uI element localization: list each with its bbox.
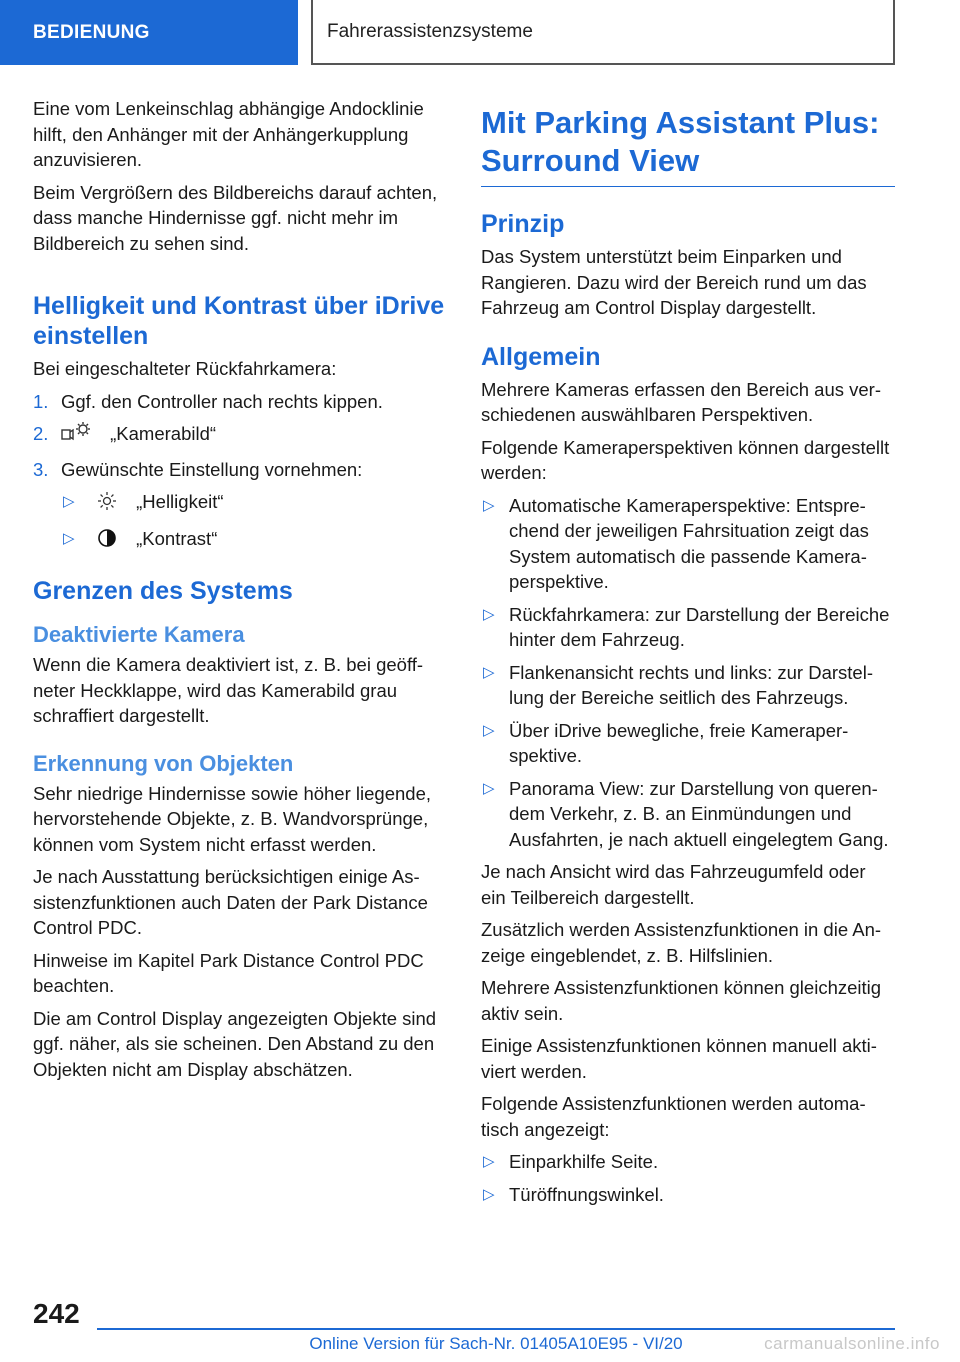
list-item-text: Einparkhilfe Seite. [509,1151,659,1172]
triangle-bullet-icon: ▷ [483,779,495,797]
right-column [481,96,895,1214]
list-item-text: Panorama View: zur Darstellung von querendem Verkehr, z. B. an Einmündungen und Ausfahrten, je nach aktuell eingelegtem Gang. [509,777,889,850]
list-item [481,602,895,653]
general-paragraph: Je nach Ansicht wird das Fahrzeugumfeld oder ein Teilbereich dargestellt. [481,861,866,908]
step-text: Gewünschte Einstellung vornehmen: [61,458,363,480]
general-paragraph: Zusätzlich werden Assistenzfunktionen in die Anzeige eingeblendet, z. B. Hilfslinien. [481,919,882,966]
page-number: 242 [33,1298,80,1329]
brightness-heading: Helligkeit und Kontrast über iDrive einstellen [33,292,445,350]
triangle-bullet-icon: ▷ [63,493,75,510]
object-detection-paragraph: Sehr niedrige Hindernisse sowie höher liegende, hervorstehende Objekte, z. B. Wandvorsprünge, können vom System nicht erfasst werden. [33,782,431,855]
triangle-bullet-icon: ▷ [483,1185,495,1203]
section-header [311,0,895,65]
deactivated-camera-heading: Deaktivierte Kamera [33,622,245,647]
step-number: 3. [33,458,49,480]
deactivated-camera-text: Wenn die Kamera deaktiviert ist, z. B. bei geöffneter Heckklappe, wird das Kamerabild grau schraffiert dargestellt. [33,654,424,726]
general-paragraph: Folgende Kameraperspektiven können dargestellt werden: [481,436,890,483]
object-detection-paragraph: Die am Control Display angezeigten Objekte sind ggf. näher, als sie scheinen. Den Abstand zu den Objekten nicht am Display abschätzen. [33,1007,437,1080]
limits-heading: Grenzen des Systems [33,577,293,605]
list-item [481,660,895,711]
auto-function-list [481,1149,895,1207]
footer-divider [97,1328,895,1330]
triangle-bullet-icon: ▷ [483,721,495,739]
setting-option-text: „Kontrast“ [136,527,218,549]
setting-option [61,526,449,555]
triangle-bullet-icon: ▷ [483,605,495,623]
camera-settings-icon [61,421,91,450]
list-item-text: Flankenansicht rechts und links: zur Darstellung der Bereiche seitlich des Fahrzeugs. [509,661,873,708]
general-paragraph: Mehrere Kameras erfassen den Bereich aus verschiedenen auswählbaren Perspektiven. [481,378,882,425]
step-text: „Kamerabild“ [110,423,217,444]
intro-paragraph: Beim Vergrößern des Bildbereichs darauf achten, dass manche Hindernisse ggf. nicht mehr im Bildbereich zu sehen sind. [33,181,438,254]
brightness-steps [33,389,449,483]
setting-options [33,489,449,554]
section-header-label: Fahrerassistenzsysteme [327,20,533,42]
general-paragraph: Mehrere Assistenzfunktionen können gleichzeitig aktiv sein. [481,977,882,1024]
brightness-icon [97,491,117,518]
left-column [33,96,449,1089]
list-item-text: Türöffnungswinkel. [509,1183,664,1205]
step-number: 2. [33,423,49,444]
object-detection-heading: Erkennung von Objekten [33,750,294,776]
setting-option-text: „Helligkeit“ [136,491,224,512]
general-paragraph: Einige Assistenzfunktionen können manuell aktiviert werden. [481,1035,877,1082]
brightness-lead: Bei eingeschalteter Rückfahrkamera: [33,358,337,379]
object-detection-paragraph: Je nach Ausstattung berücksichtigen einige Assistenzfunktionen auch Daten der Park Distance Control PDC. [33,866,428,938]
list-item [481,1182,895,1208]
step-text: Ggf. den Controller nach rechts kippen. [61,390,383,412]
list-item [481,493,895,595]
triangle-bullet-icon: ▷ [483,663,495,681]
principle-text: Das System unterstützt beim Einparken und Rangieren. Dazu wird der Bereich rund um das Fahrzeug am Control Display dargestellt. [481,246,867,318]
step-item [33,389,449,415]
general-heading: Allgemein [481,342,601,371]
list-item [481,776,895,853]
chapter-tab-label: BEDIENUNG [33,21,150,43]
chapter-tab [0,0,298,65]
list-item-text: Rückfahrkamera: zur Darstellung der Bereiche hinter dem Fahrzeug. [509,603,890,650]
setting-option [61,489,449,518]
watermark: carmanualsonline.info [764,1334,940,1353]
list-item [481,1149,895,1175]
perspective-list [481,493,895,853]
triangle-bullet-icon: ▷ [483,1153,495,1170]
step-number: 1. [33,390,49,412]
list-item-text: Über iDrive bewegliche, freie Kameraperspektive. [509,719,849,766]
principle-heading: Prinzip [481,210,565,238]
intro-paragraph: Eine vom Lenkeinschlag abhängige Andocklinie hilft, den Anhänger mit der Anhängerkupplung anzuvisieren. [33,98,424,170]
general-paragraph: Folgende Assistenzfunktionen werden automatisch angezeigt: [481,1093,866,1140]
step-item [33,457,449,483]
triangle-bullet-icon: ▷ [63,529,75,547]
footer-text: Online Version für Sach-Nr. 01405A10E95 - VI/20 [309,1334,683,1353]
object-detection-paragraph: Hinweise im Kapitel Park Distance Control PDC beachten. [33,949,424,996]
contrast-icon [97,528,117,555]
list-item-text: Automatische Kameraperspektive: Entsprechend der jeweiligen Fahrsituation zeigt das System automatisch die passende Kameraperspektive. [509,494,869,592]
triangle-bullet-icon: ▷ [483,496,495,514]
list-item [481,718,895,769]
step-item [33,421,449,450]
surround-view-title: Mit Parking Assistant Plus: Surround View [481,104,895,187]
